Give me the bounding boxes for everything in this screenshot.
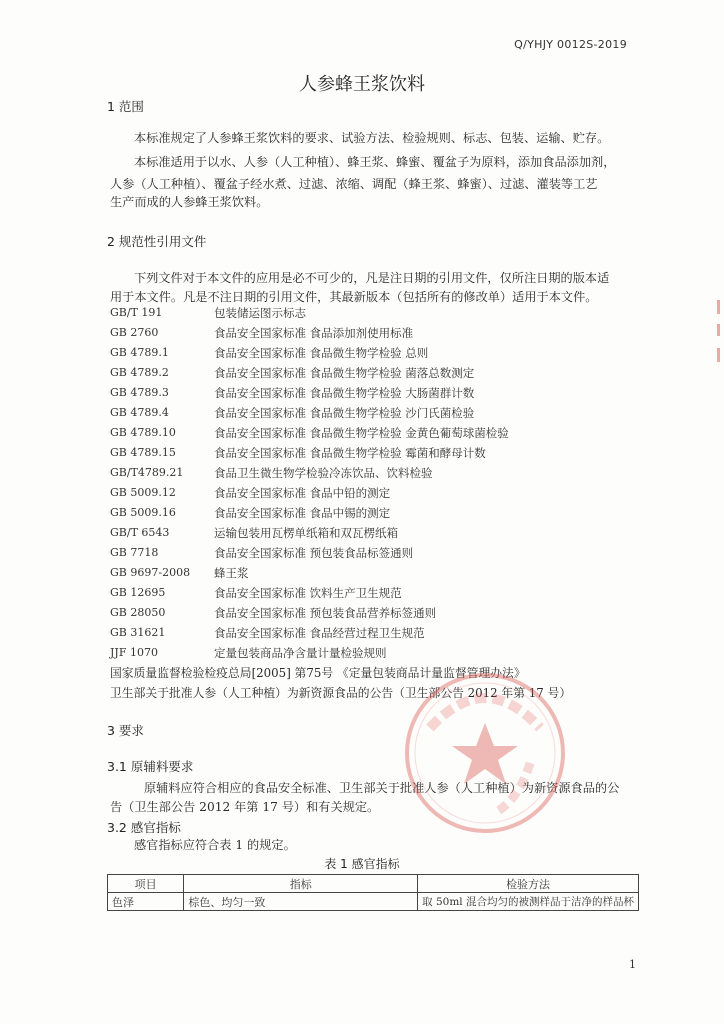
section-references-heading: 2 规范性引用文件 xyxy=(107,234,207,249)
reference-name: 定量包装商品净含量计量检验规则 xyxy=(214,646,387,660)
reference-name: 食品安全国家标准 食品微生物学检验 金黄色葡萄球菌检验 xyxy=(214,426,509,440)
section-scope-heading: 1 范围 xyxy=(107,99,144,114)
reference-name: 食品安全国家标准 预包装食品营养标签通则 xyxy=(214,606,437,620)
reference-name: 食品安全国家标准 食品微生物学检验 菌落总数测定 xyxy=(214,366,475,380)
table-cell: 色泽 xyxy=(108,893,184,911)
reference-code: GB 31621 xyxy=(110,626,166,639)
reference-code: GB 5009.12 xyxy=(110,486,176,499)
scan-edge-mark-icon xyxy=(714,300,724,370)
reference-code: GB 4789.4 xyxy=(110,406,169,419)
reference-name: 食品安全国家标准 食品微生物学检验 沙门氏菌检验 xyxy=(214,406,475,420)
reference-code: GB 2760 xyxy=(110,326,159,339)
reference-code: JJF 1070 xyxy=(110,646,158,659)
reference-name: 食品安全国家标准 食品经营过程卫生规范 xyxy=(214,626,425,640)
reference-name: 蜂王浆 xyxy=(214,566,249,580)
reference-extra-line: 国家质量监督检验检疫总局[2005] 第75号 《定量包装商品计量监督管理办法》 xyxy=(110,666,526,680)
table-header-cell: 指标 xyxy=(184,875,418,893)
sensory-table xyxy=(107,874,639,911)
reference-name: 食品安全国家标准 食品中铅的测定 xyxy=(214,486,391,500)
reference-name: 食品安全国家标准 食品微生物学检验 霉菌和酵母计数 xyxy=(214,446,486,460)
table-row xyxy=(108,893,639,911)
reference-code: GB 5009.16 xyxy=(110,506,176,519)
table-title: 表 1 感官指标 xyxy=(324,857,400,871)
reference-name: 食品卫生微生物学检验冷冻饮品、饮料检验 xyxy=(214,466,433,480)
references-intro-line: 下列文件对于本文件的应用是必不可少的，凡是注日期的引用文件，仅所注日期的版本适 xyxy=(134,271,610,285)
reference-code: GB/T4789.21 xyxy=(110,466,184,479)
reference-code: GB/T 6543 xyxy=(110,526,170,539)
reference-name: 食品安全国家标准 食品微生物学检验 总则 xyxy=(214,346,429,360)
scope-line: 本标准适用于以水、人参（人工种植）、蜂王浆、蜂蜜、覆盆子为原料，添加食品添加剂， xyxy=(134,155,616,169)
reference-code: GB 28050 xyxy=(110,606,166,619)
reference-code: GB 7718 xyxy=(110,546,159,559)
scope-line: 生产而成的人参蜂王浆饮料。 xyxy=(110,195,269,209)
table-header-cell: 检验方法 xyxy=(418,875,639,893)
reference-code: GB/T 191 xyxy=(110,306,163,319)
raw-materials-heading: 3.1 原辅料要求 xyxy=(107,759,194,774)
document-title: 人参蜂王浆饮料 xyxy=(299,74,425,95)
reference-code: GB 4789.15 xyxy=(110,446,176,459)
sensory-heading: 3.2 感官指标 xyxy=(107,820,181,835)
reference-name: 食品安全国家标准 食品添加剂使用标准 xyxy=(214,326,414,340)
table-header-cell: 项目 xyxy=(108,875,184,893)
table-cell: 棕色、均匀一致 xyxy=(184,893,418,911)
standard-code: Q/YHJY 0012S-2019 xyxy=(514,38,627,51)
reference-code: GB 4789.3 xyxy=(110,386,169,399)
reference-name: 食品安全国家标准 食品微生物学检验 大肠菌群计数 xyxy=(214,386,475,400)
table-cell: 取 50ml 混合均匀的被测样品于洁净的样品杯 xyxy=(418,893,639,911)
table-header-row xyxy=(108,875,639,893)
reference-name: 食品安全国家标准 食品中锡的测定 xyxy=(214,506,391,520)
reference-code: GB 9697-2008 xyxy=(110,566,191,579)
reference-code: GB 4789.1 xyxy=(110,346,169,359)
sensory-line: 感官指标应符合表 1 的规定。 xyxy=(134,838,296,852)
page-number: 1 xyxy=(629,958,636,971)
scope-line: 人参（人工种植）、覆盆子经水煮、过滤、浓缩、调配（蜂王浆、蜂蜜）、过滤、灌装等工艺 xyxy=(110,177,598,191)
reference-name: 食品安全国家标准 预包装食品标签通则 xyxy=(214,546,414,560)
reference-name: 食品安全国家标准 饮料生产卫生规范 xyxy=(214,586,402,600)
reference-code: GB 12695 xyxy=(110,586,166,599)
references-intro-line: 用于本文件。凡是不注日期的引用文件，其最新版本（包括所有的修改单）适用于本文件。 xyxy=(110,290,598,304)
reference-code: GB 4789.10 xyxy=(110,426,176,439)
scope-line: 本标准规定了人参蜂王浆饮料的要求、试验方法、检验规则、标志、包装、运输、贮存。 xyxy=(134,131,610,145)
reference-name: 包装储运图示标志 xyxy=(214,306,306,320)
section-requirements-heading: 3 要求 xyxy=(107,723,144,738)
raw-materials-line: 告（卫生部公告 2012 年第 17 号）和有关规定。 xyxy=(110,800,380,814)
raw-materials-line: 原辅料应符合相应的食品安全标准、卫生部关于批准人参（人工种植）为新资源食品的公 xyxy=(144,781,620,795)
reference-name: 运输包装用瓦楞单纸箱和双瓦楞纸箱 xyxy=(214,526,398,540)
reference-extra-line: 卫生部关于批准人参（人工种植）为新资源食品的公告（卫生部公告 2012 年第 17 号） xyxy=(110,686,572,700)
reference-code: GB 4789.2 xyxy=(110,366,169,379)
company-seal-icon xyxy=(400,668,570,838)
